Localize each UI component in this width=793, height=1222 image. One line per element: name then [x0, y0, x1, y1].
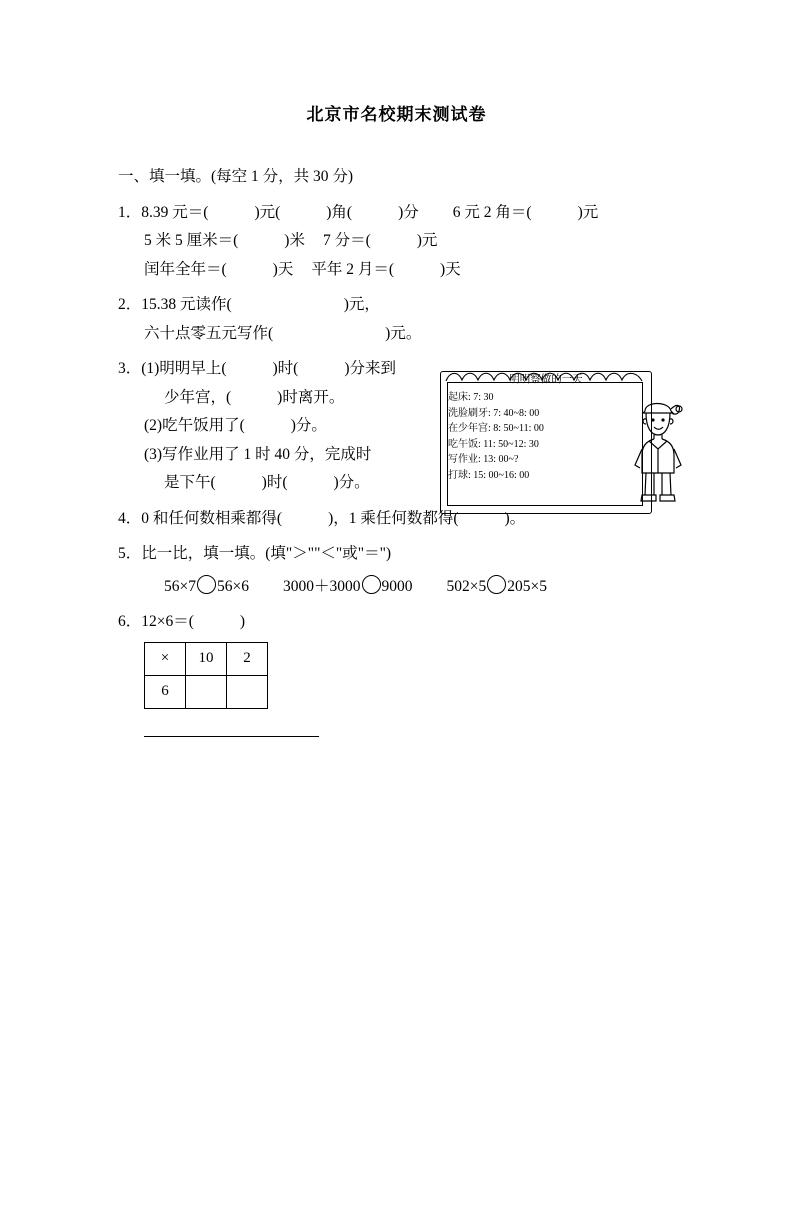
q5-compare-1-circle[interactable] [197, 575, 216, 594]
question-4 [118, 511, 675, 527]
schedule-line: 吃午饭: 11: 50~12: 30 [448, 438, 539, 450]
schedule-line: 起床: 7: 30 [448, 392, 494, 403]
table-header-two: 2 [227, 642, 268, 675]
q1-text-e: 6 元 2 角＝( [452, 203, 532, 221]
q4-text-b: )，1 乘任何数都得( [328, 509, 459, 527]
q5-compare-1-right: 56×6 [217, 577, 249, 595]
question-5-line-1 [118, 546, 675, 562]
table-row [145, 675, 268, 708]
table-header-ten: 10 [186, 642, 227, 675]
section-1-heading: 一、填一填。(每空 1 分，共 30 分) [118, 168, 354, 185]
q4-text-c: )。 [504, 509, 526, 527]
q5-compare-1-left: 56×7 [164, 577, 196, 595]
q5-text-a: 比一比，填一填。(填"＞""＜"或"＝") [141, 545, 392, 562]
board-title: 明明察做的一天 [509, 374, 583, 385]
question-2-line-1 [118, 297, 675, 313]
q5-number: 5． [118, 545, 142, 562]
question-1-line-3 [118, 262, 675, 278]
q6-text-a: 12×6＝( [141, 613, 194, 630]
table-row [145, 642, 268, 675]
q1-text-3a: 闰年全年＝( [144, 260, 227, 278]
q5-compare-3-left: 502×5 [446, 577, 487, 595]
q3-text-2a: 少年宫，( [164, 388, 232, 406]
q1-number: 1． [118, 203, 142, 221]
question-4-line-1 [118, 511, 675, 527]
q3-text-2b: )时离开。 [277, 388, 345, 406]
q5-compare-3-right: 205×5 [507, 577, 548, 595]
question-2 [118, 297, 675, 341]
q3-text-5b: )时( [261, 474, 288, 491]
q3-text-5c: )分。 [333, 474, 370, 491]
q1-text-d: )分 [398, 203, 419, 221]
q6-number: 6． [118, 613, 142, 630]
schedule-line: 写作业: 13: 00~? [448, 454, 519, 465]
q2-text-2a: 六十点零五元写作( [144, 324, 274, 342]
table-header-operator: × [145, 642, 186, 675]
q1-text-c: )角( [326, 203, 353, 221]
q3-text-3b: )分。 [290, 417, 327, 434]
question-6 [118, 614, 675, 737]
q1-text-3b: )天 [272, 260, 294, 278]
q1-text-2a: 5 米 5 厘米＝( [144, 232, 239, 249]
q2-number: 2． [118, 296, 142, 313]
q1-text-3d: )天 [440, 260, 461, 278]
page-title: 北京市名校期末测试卷 [306, 105, 487, 124]
question-6-line-1 [118, 614, 675, 630]
q3-text-a: (1)明明早上( [141, 360, 227, 377]
q4-text-a: 0 和任何数相乘都得( [141, 509, 283, 527]
schedule-line: 打球: 15: 00~16: 00 [448, 469, 530, 481]
q3-text-b: )时( [272, 360, 299, 377]
table-cell-empty-2[interactable] [227, 675, 268, 708]
question-2-line-2 [118, 326, 675, 342]
q3-text-c: )分来到 [344, 360, 397, 377]
q5-compare-2-circle[interactable] [362, 575, 381, 594]
table-cell-six: 6 [145, 675, 186, 708]
q1-text-3c: 平年 2 月＝( [311, 260, 395, 278]
q5-compare-2-left: 3000＋3000 [283, 577, 361, 595]
q2-text-b: )元， [343, 296, 380, 313]
boy-cartoon-icon [631, 389, 685, 507]
q4-number: 4． [118, 509, 142, 527]
q1-text-f: )元 [577, 203, 599, 221]
q1-text-2c: 7 分＝( [322, 232, 371, 249]
schedule-illustration [440, 361, 685, 521]
board-schedule-list [448, 390, 544, 483]
question-1-line-1 [118, 205, 675, 221]
multiplication-table [144, 642, 268, 709]
exam-content [118, 169, 675, 737]
schedule-line: 在少年宫: 8: 50~11: 00 [448, 423, 544, 434]
q1-text-a: 8.39 元＝( [141, 203, 209, 221]
q6-text-b: ) [239, 613, 246, 630]
q3-text-3a: (2)吃午饭用了( [144, 417, 245, 434]
q1-text-2d: )元 [416, 232, 438, 249]
question-1-line-2 [118, 233, 675, 249]
question-5 [118, 546, 675, 594]
schedule-line: 洗脸刷牙: 7: 40~8: 00 [448, 407, 540, 419]
answer-rule-line [144, 735, 319, 737]
q1-text-b: )元( [254, 203, 281, 221]
schedule-board [440, 371, 652, 514]
q3-number: 3． [118, 360, 142, 377]
question-3 [118, 361, 675, 491]
q3-text-5a: 是下午( [164, 474, 216, 491]
q5-compare-3-circle[interactable] [487, 575, 506, 594]
q2-text-a: 15.38 元读作( [141, 296, 232, 313]
question-5-comparisons [118, 575, 675, 595]
q2-text-2b: )元。 [385, 324, 422, 342]
question-1 [118, 205, 675, 278]
q1-text-2b: )米 [284, 232, 305, 249]
table-cell-empty-1[interactable] [186, 675, 227, 708]
q5-compare-2-right: 9000 [381, 577, 413, 595]
exam-page [0, 100, 793, 1222]
q3-text-4a: (3)写作业用了 1 时 40 分，完成时 [144, 445, 372, 463]
